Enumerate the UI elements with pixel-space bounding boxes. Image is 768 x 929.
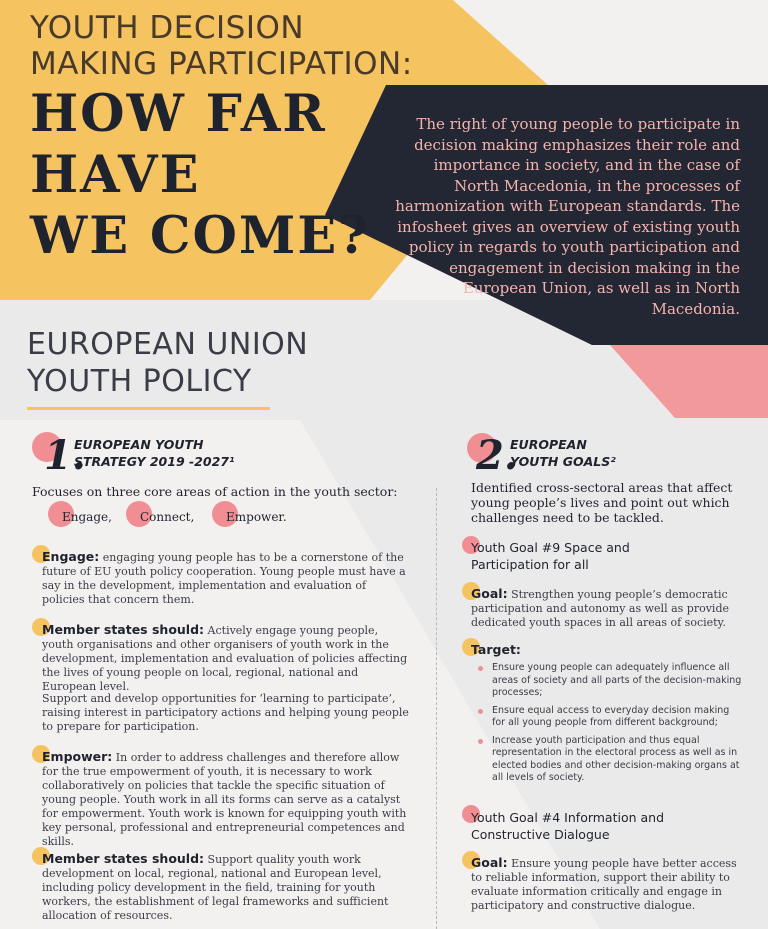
goal-9-goal: [471, 587, 751, 630]
section-title-line1: EUROPEAN UNION: [27, 327, 309, 362]
strategy-heading: [74, 436, 234, 470]
goals-heading: [510, 436, 616, 470]
paragraph-support: Support and develop opportunities for ‘learning to participate’, raising interest in participatory actions and helping young people to prepare for participation.: [42, 692, 409, 733]
paragraph-member-states-2-text: Support quality youth work development on local, regional, national and European level, including policy development in the field, training for youth workers, the establishment of legal frameworks and sufficient allocation of resources.: [42, 853, 389, 922]
header-subtitle: [30, 10, 413, 82]
goal-4-goal: [471, 856, 751, 913]
keyword-member-states-1: Member states should:: [42, 622, 205, 637]
target-item-text: Ensure equal access to everyday decision making for all young people from different background;: [492, 704, 730, 728]
target-item: [476, 705, 744, 730]
header-title-line3: WE COME?: [30, 206, 371, 266]
keyword-empower: Empower:: [42, 749, 113, 764]
keyword-goal-9: Goal:: [471, 586, 508, 601]
target-item: [476, 735, 744, 785]
pill-engage: Engage,: [62, 510, 112, 524]
goals-lead: Identified cross-sectoral areas that affect young people’s lives and point out which challenges need to be tackled.: [471, 480, 733, 525]
keyword-member-states-2: Member states should:: [42, 851, 205, 866]
target-item-text: Ensure young people can adequately influence all areas of society and all parts of the decision-making processes;: [492, 662, 742, 698]
goal-9-title: Youth Goal #9 Space and Participation for all: [471, 540, 630, 572]
pink-accent-top: [455, 0, 768, 4]
strategy-heading-line2: STRATEGY 2019 -2027¹: [74, 454, 235, 469]
bullet-dot: [478, 739, 483, 744]
strategy-number: 1.: [44, 432, 86, 479]
header-title-line2: HAVE: [30, 145, 201, 205]
paragraph-member-states-1-text: Actively engage young people, youth organisations and other organisers of youth work in the development, implementation and evaluation of policies affecting the lives of young people on local, regional, national and European level.: [42, 624, 408, 693]
paragraph-empower-text: In order to address challenges and therefore allow for the true empowerment of youth, it is necessary to work collaboratively on policies that tackle the specific situation of young people. Youth work in all its forms can serve as a catalyst for empowerment. Youth work is known for equipping youth with key personal, professional and entrepreneurial competences and skills.: [42, 751, 407, 848]
goal-4-goal-text: Ensure young people have better access to reliable information, support their ability to evaluate information critically and engage in participatory and constructive dialogue.: [471, 857, 737, 912]
paragraph-member-states-1: [42, 623, 412, 694]
pill-connect: Connect,: [140, 510, 195, 524]
bullet-dot: [478, 709, 483, 714]
paragraph-empower: [42, 750, 412, 849]
intro-text: The right of young people to participate in decision making emphasizes their role and importance in society, and in the case of North Macedonia, in the processes of harmonization with European standards. The infosheet gives an overview of existing youth policy in regards to youth participation and engagement in decision making in the European Union, as well as in North Macedonia.: [395, 115, 740, 318]
goals-number: 2.: [476, 432, 518, 479]
strategy-heading-line1: EUROPEAN YOUTH: [74, 437, 204, 452]
goal-9-goal-text: Strengthen young people’s democratic participation and autonomy as well as provide dedicated youth spaces in all areas of society.: [471, 588, 729, 629]
section-title: [27, 326, 308, 400]
section-title-line2: YOUTH POLICY: [27, 364, 252, 399]
header-title-line1: HOW FAR: [30, 84, 327, 144]
target-item: [476, 662, 744, 700]
keyword-engage: Engage:: [42, 549, 100, 564]
header-subtitle-line1: YOUTH DECISION: [30, 10, 305, 46]
goals-heading-line1: EUROPEAN: [510, 437, 587, 452]
target-item-text: Increase youth participation and thus equal representation in the electoral process as well as in elected bodies and other decision-making organs at all levels of society.: [492, 734, 740, 783]
bullet-dot: [478, 666, 483, 671]
keyword-target: Target:: [471, 642, 521, 657]
paragraph-engage: [42, 550, 412, 607]
pill-empower: Empower.: [226, 510, 287, 524]
keyword-goal-4: Goal:: [471, 855, 508, 870]
paragraph-engage-text: engaging young people has to be a cornerstone of the future of EU youth policy cooperation. Young people must have a say in the development, implementation and evaluation of policies that concern them.: [42, 551, 406, 606]
goals-heading-line2: YOUTH GOALS²: [510, 454, 616, 469]
paragraph-member-states-2: [42, 852, 412, 923]
section-underline: [27, 407, 270, 410]
target-label: [471, 643, 521, 658]
header-title: [30, 84, 370, 267]
target-list: [476, 662, 744, 790]
column-divider: [436, 488, 437, 929]
strategy-lead: Focuses on three core areas of action in the youth sector:: [32, 484, 398, 499]
goal-4-title: Youth Goal #4 Information and Constructive Dialogue: [471, 810, 665, 842]
header-subtitle-line2: MAKING PARTICIPATION:: [30, 46, 413, 82]
